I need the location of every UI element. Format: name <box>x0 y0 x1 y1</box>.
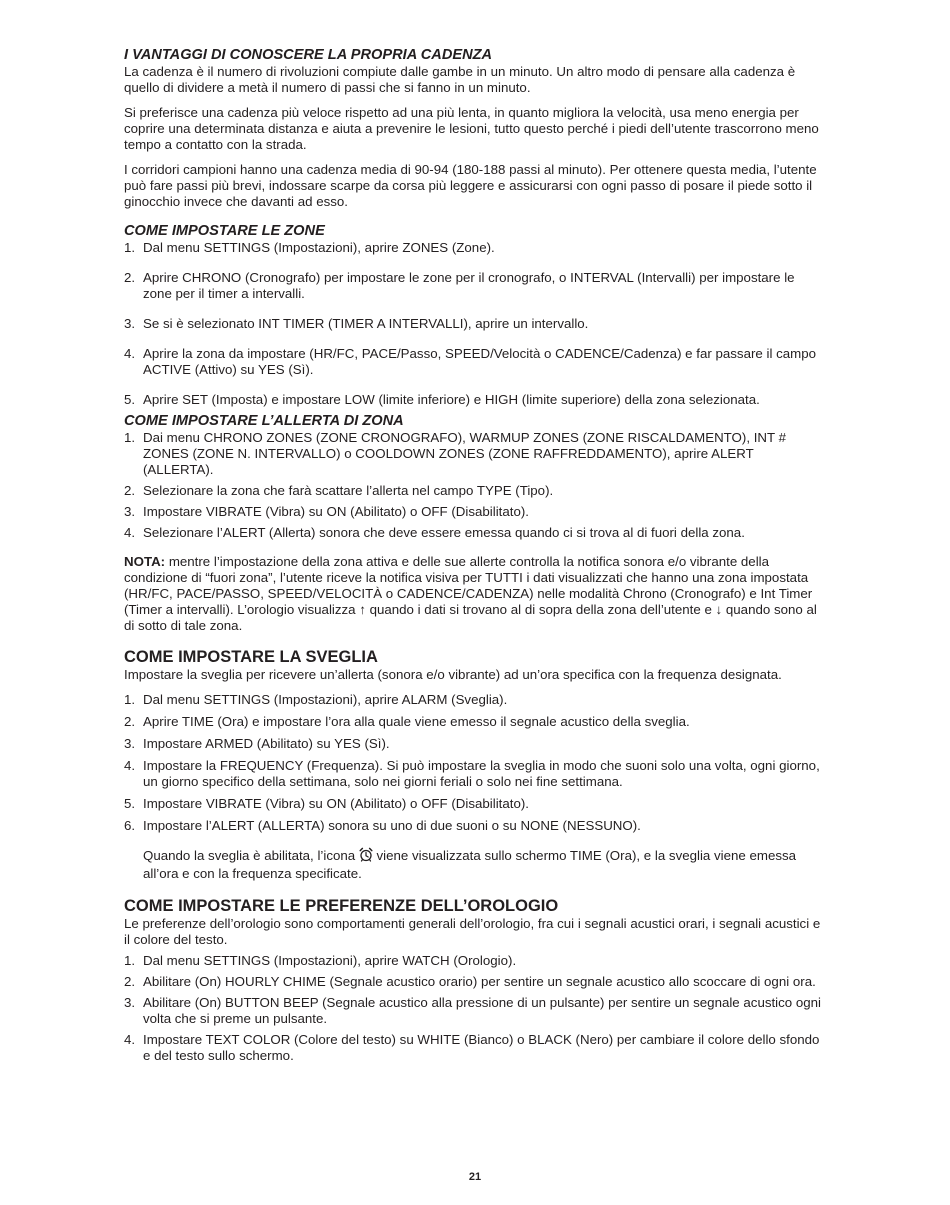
alarm-clock-icon <box>359 847 373 866</box>
step-number: 6. <box>124 818 136 833</box>
step-number: 3. <box>124 316 136 331</box>
list-item <box>124 346 827 378</box>
list-item <box>124 714 827 730</box>
step-text: Impostare la FREQUENCY (Frequenza). Si può impostare la sveglia in modo che suoni solo una volta, ogni giorno, un giorno specifico della settimana, solo nei giorni feriali o solo nei fine settimana. <box>143 758 820 789</box>
step-text: Se si è selezionato INT TIMER (TIMER A INTERVALLI), aprire un intervallo. <box>143 316 589 331</box>
step-text: Impostare ARMED (Abilitato) su YES (Sì). <box>143 736 390 751</box>
list-item <box>124 758 827 790</box>
list-item <box>124 504 827 520</box>
list-item <box>124 818 827 834</box>
step-number: 2. <box>124 483 136 498</box>
step-text: Aprire CHRONO (Cronografo) per impostare le zone per il cronografo, o INTERVAL (Intervalli) per impostare le zone per il timer a intervalli. <box>143 270 795 301</box>
step-number: 4. <box>124 758 136 773</box>
list-item <box>124 692 827 708</box>
step-number: 4. <box>124 1032 136 1047</box>
list-item <box>124 796 827 812</box>
alarm-note-text-after: viene visualizzata sullo schermo TIME (Ora), e la sveglia viene emessa all’ora e con la frequenza specificate. <box>143 848 797 881</box>
step-number: 1. <box>124 240 136 255</box>
section-title-zone-alert: COME IMPOSTARE L’ALLERTA DI ZONA <box>124 413 404 429</box>
step-text: Dal menu SETTINGS (Impostazioni), aprire ALARM (Sveglia). <box>143 692 508 707</box>
alarm-note <box>124 847 827 882</box>
zone-alert-steps-list <box>124 430 827 541</box>
step-number: 4. <box>124 525 136 540</box>
zone-alert-note <box>124 554 827 634</box>
list-item <box>124 736 827 752</box>
list-item <box>124 240 827 256</box>
cadence-paragraph-2: Si preferisce una cadenza più veloce rispetto ad una più lenta, in quanto migliora la velocità, usa meno energia per coprire una determinata distanza e aiuta a prevenire le lesioni, tutto questo perché i piedi dell’utente trascorrono meno tempo a contatto con la strada. <box>124 105 819 152</box>
step-text: Abilitare (On) BUTTON BEEP (Segnale acustico alla pressione di un pulsante) per sentire un segnale acustico ogni volta che si preme un pulsante. <box>143 995 822 1026</box>
step-number: 3. <box>124 504 136 519</box>
step-number: 1. <box>124 953 136 968</box>
watch-preferences-intro: Le preferenze dell’orologio sono comportamenti generali dell’orologio, fra cui i segnali acustici orari, i segnali acustici e il colore del testo. <box>124 916 821 947</box>
step-text: Selezionare la zona che farà scattare l’allerta nel campo TYPE (Tipo). <box>143 483 554 498</box>
step-text: Aprire TIME (Ora) e impostare l’ora alla quale viene emesso il segnale acustico della sveglia. <box>143 714 690 729</box>
note-text: mentre l’impostazione della zona attiva e delle sue allerte controlla la notifica sonora e/o vibrante della condizione di “fuori zona”, l’utente riceve la notifica visiva per TUTTI i dati visualizzati che hanno una zona impostata (HR/FC, PACE/PASSO, SPEED/VELOCITÀ o CADENCE/CADENZA) nelle modalità Chrono (Cronografo) e Int Timer (Timer a intervalli). L’orologio visualizza ↑ quando i dati si trovano al di sopra della zona dell’utente e ↓ quando sono al di sotto di tale zona. <box>124 554 817 633</box>
zones-steps-list <box>124 240 827 408</box>
step-text: Impostare TEXT COLOR (Colore del testo) su WHITE (Bianco) o BLACK (Nero) per cambiare il colore dello sfondo e del testo sullo schermo. <box>143 1032 820 1063</box>
list-item <box>124 430 827 478</box>
list-item <box>124 953 827 969</box>
list-item <box>124 270 827 302</box>
step-text: Impostare VIBRATE (Vibra) su ON (Abilitato) o OFF (Disabilitato). <box>143 504 529 519</box>
step-text: Selezionare l’ALERT (Allerta) sonora che deve essere emessa quando ci si trova al di fuori della zona. <box>143 525 745 540</box>
list-item <box>124 316 827 332</box>
step-number: 3. <box>124 736 136 751</box>
step-number: 1. <box>124 692 136 707</box>
cadence-paragraph-3: I corridori campioni hanno una cadenza media di 90-94 (180-188 passi al minuto). Per ottenere questa media, l’utente può fare passi più brevi, indossare scarpe da corsa più leggere e assicurarsi con ogni passo di posare il piede sotto il ginocchio invece che davanti ad esso. <box>124 162 817 209</box>
step-text: Aprire SET (Imposta) e impostare LOW (limite inferiore) e HIGH (limite superiore) della zona selezionata. <box>143 392 760 407</box>
alarm-steps-list <box>124 692 827 834</box>
section-title-alarm: COME IMPOSTARE LA SVEGLIA <box>124 648 378 666</box>
step-number: 2. <box>124 270 136 285</box>
cadence-paragraph-1: La cadenza è il numero di rivoluzioni compiute dalle gambe in un minuto. Un altro modo di pensare alla cadenza è quello di dividere a metà il numero di passi che si fanno in un minuto. <box>124 64 796 95</box>
alarm-intro: Impostare la sveglia per ricevere un’allerta (sonora e/o vibrante) ad un’ora specifica con la frequenza designata. <box>124 667 782 682</box>
step-number: 3. <box>124 995 136 1010</box>
step-number: 2. <box>124 974 136 989</box>
alarm-note-text-before: Quando la sveglia è abilitata, l’icona <box>143 848 359 863</box>
section-title-watch-preferences: COME IMPOSTARE LE PREFERENZE DELL’OROLOGIO <box>124 897 559 915</box>
step-text: Impostare l’ALERT (ALLERTA) sonora su uno di due suoni o su NONE (NESSUNO). <box>143 818 641 833</box>
step-text: Dal menu SETTINGS (Impostazioni), aprire ZONES (Zone). <box>143 240 495 255</box>
step-number: 2. <box>124 714 136 729</box>
list-item <box>124 483 827 499</box>
page-number: 21 <box>468 1171 482 1183</box>
section-title-cadence: I VANTAGGI DI CONOSCERE LA PROPRIA CADENZA <box>124 47 493 63</box>
list-item <box>124 525 827 541</box>
step-number: 5. <box>124 392 136 407</box>
step-text: Aprire la zona da impostare (HR/FC, PACE/Passo, SPEED/Velocità o CADENCE/Cadenza) e far passare il campo ACTIVE (Attivo) su YES (Sì). <box>143 346 816 377</box>
step-number: 4. <box>124 346 136 361</box>
step-number: 5. <box>124 796 136 811</box>
step-text: Impostare VIBRATE (Vibra) su ON (Abilitato) o OFF (Disabilitato). <box>143 796 529 811</box>
section-title-zones: COME IMPOSTARE LE ZONE <box>124 223 325 239</box>
list-item <box>124 1032 827 1064</box>
list-item <box>124 974 827 990</box>
step-number: 1. <box>124 430 136 445</box>
watch-preferences-steps-list <box>124 953 827 1064</box>
step-text: Dal menu SETTINGS (Impostazioni), aprire WATCH (Orologio). <box>143 953 517 968</box>
step-text: Dai menu CHRONO ZONES (ZONE CRONOGRAFO), WARMUP ZONES (ZONE RISCALDAMENTO), INT # ZONES (ZONE N. INTERVALLO) o COOLDOWN ZONES (ZONE RAFFREDDAMENTO), aprire ALERT (ALLERTA). <box>143 430 786 477</box>
step-text: Abilitare (On) HOURLY CHIME (Segnale acustico orario) per sentire un segnale acustico allo scoccare di ogni ora. <box>143 974 816 989</box>
note-label: NOTA: <box>124 554 166 569</box>
list-item <box>124 392 827 408</box>
list-item <box>124 995 827 1027</box>
